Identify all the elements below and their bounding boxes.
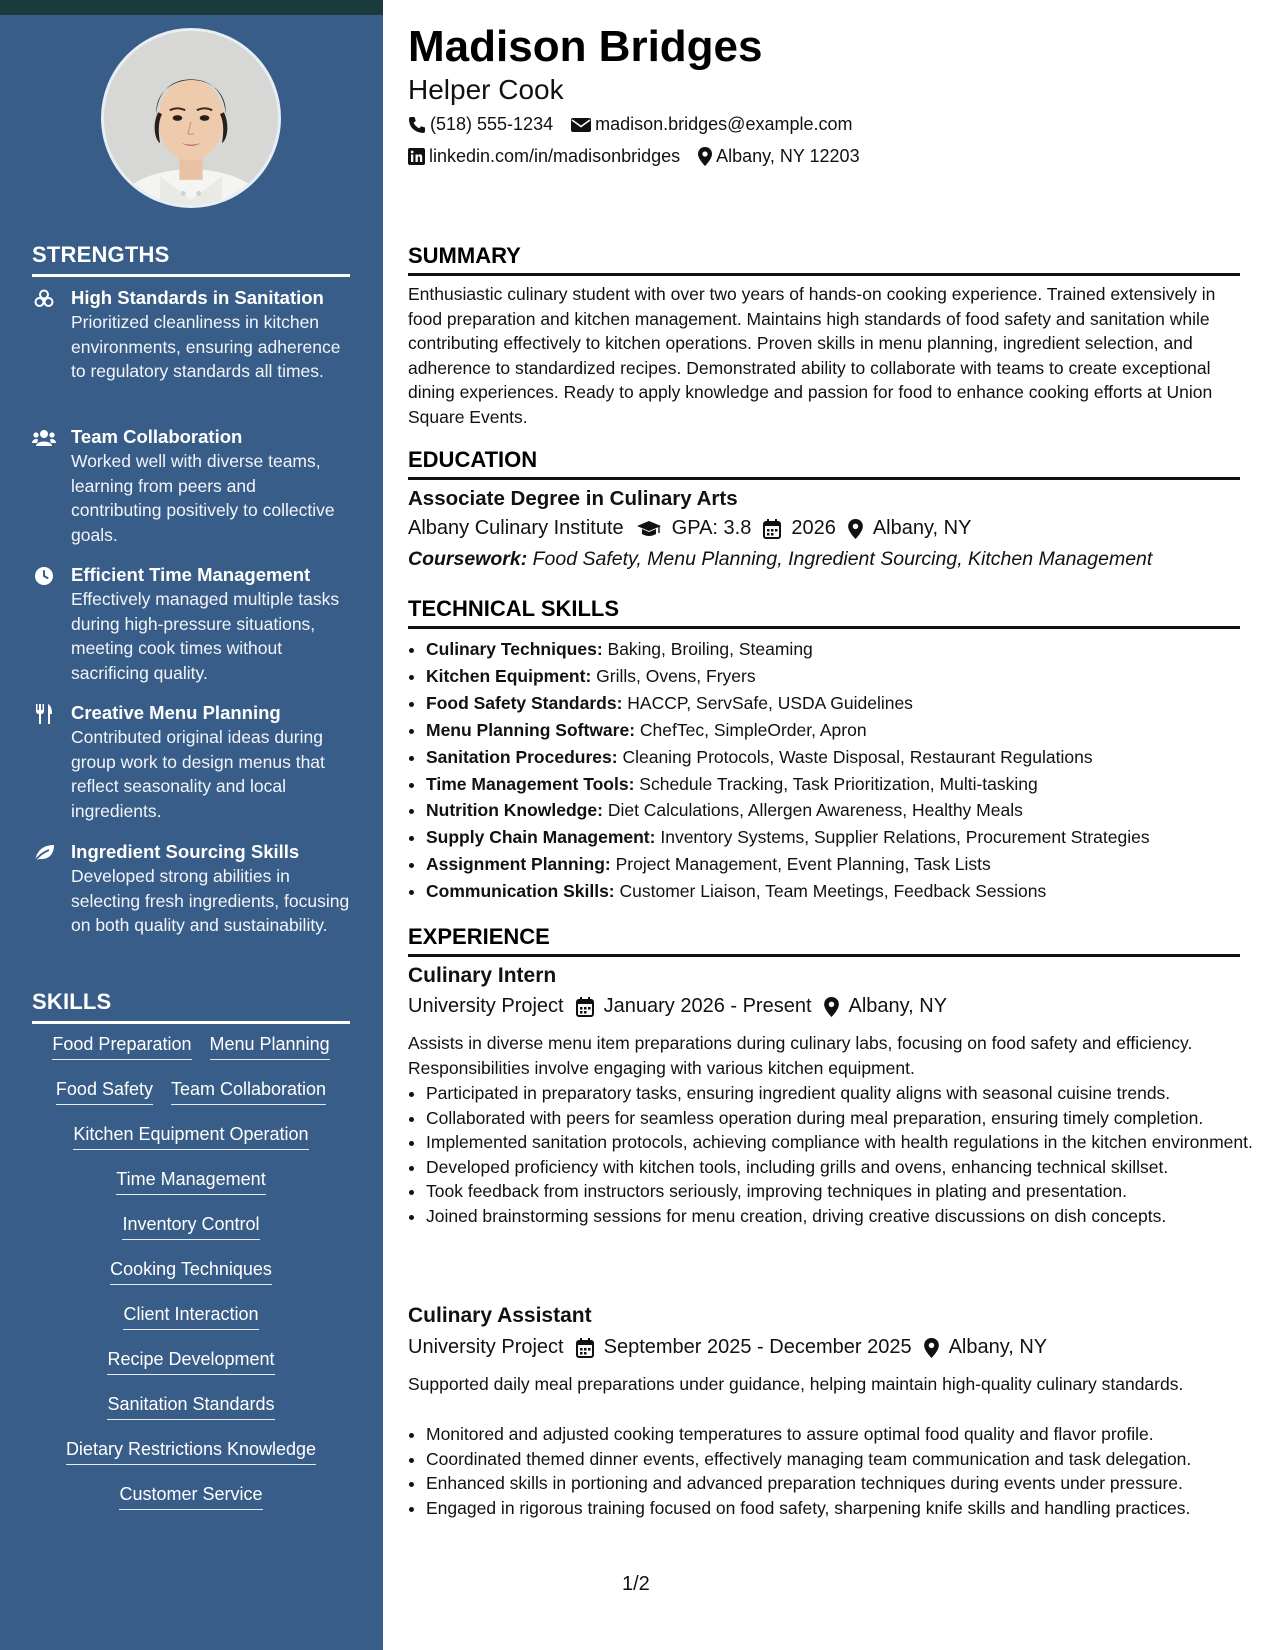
skill-values: Baking, Broiling, Steaming — [607, 639, 813, 659]
list-item: • Took feedback from instructors seriously, improving techniques in plating and presentation. — [426, 1179, 1258, 1204]
skill-values: Cleaning Protocols, Waste Disposal, Restaurant Regulations — [622, 746, 1093, 767]
job-bullets — [408, 1422, 1258, 1520]
coursework — [408, 548, 1152, 571]
list-item: • Monitored and adjusted cooking temperatures to assure optimal food quality and flavor profile. — [426, 1422, 1258, 1447]
list-item — [426, 824, 1258, 851]
linkedin-link[interactable]: linkedin.com/in/madisonbridges — [429, 146, 681, 166]
skill-category: Nutrition Knowledge: — [426, 800, 603, 821]
list-item: • Joined brainstorming sessions for menu creation, driving creative discussions on dish concepts. — [426, 1204, 1258, 1229]
skill-values: Inventory Systems, Supplier Relations, Procurement Strategies — [660, 827, 1150, 848]
skill-tag: Cooking Techniques — [110, 1258, 272, 1285]
job-summary: Assists in diverse menu item preparations during culinary labs, focusing on food safety and efficiency. Responsibilities involve engaging with various kitchen equipment. — [408, 1033, 1193, 1078]
skill-tag: Dietary Restrictions Knowledge — [66, 1438, 316, 1465]
skill-category: Communication Skills: — [426, 881, 615, 902]
phone-icon — [408, 116, 426, 134]
email-icon — [571, 117, 591, 133]
candidate-title: Helper Cook — [408, 74, 564, 105]
skill-category: Sanitation Procedures: — [426, 746, 618, 767]
strength-title: High Standards in Sanitation — [71, 287, 324, 308]
strength-item — [32, 840, 350, 938]
education-location: Albany, NY — [872, 517, 972, 539]
skill-values: Grills, Ovens, Fryers — [596, 665, 756, 686]
list-item — [426, 717, 1258, 744]
school-name: Albany Culinary Institute — [408, 517, 624, 539]
sidebar — [0, 0, 383, 1650]
calendar-icon — [763, 519, 781, 539]
skill-values: HACCP, ServSafe, USDA Guidelines — [627, 692, 913, 713]
profile-photo — [101, 28, 281, 208]
leaf-icon — [32, 842, 56, 864]
skill-tag: Menu Planning — [210, 1033, 330, 1060]
job-meta — [408, 995, 947, 1018]
list-item: • Engaged in rigorous training focused on food safety, sharpening knife skills and handling practices. — [426, 1496, 1258, 1521]
job-organization: University Project — [408, 1336, 564, 1358]
skills-list — [32, 1033, 350, 1528]
job-dates: January 2026 - Present — [603, 995, 812, 1017]
location-pin-icon — [924, 1338, 939, 1358]
summary-heading: SUMMARY — [408, 243, 1240, 276]
graduation-cap-icon — [636, 520, 662, 538]
location-pin-icon — [698, 147, 712, 166]
skill-tag: Time Management — [116, 1168, 265, 1195]
job-location: Albany, NY — [948, 1336, 1048, 1358]
summary-text: Enthusiastic culinary student with over two years of hands-on cooking experience. Trained extensively in food preparation and kitchen management. Maintains high standards of food safety and sanitation while contributing effectively to kitchen operations. Proven skills in menu planning, ingredient selection, and adherence to standardized recipes. Demonstrated ability to collaborate with teams to create exceptional dining experiences. Ready to apply knowledge and passion for food to enhance cooking efforts at Union Square Events. — [408, 284, 1216, 427]
skill-tag: Inventory Control — [122, 1213, 259, 1240]
strength-item — [32, 701, 350, 823]
list-item: • Enhanced skills in portioning and advanced preparation techniques during events under pressure. — [426, 1471, 1258, 1496]
list-item — [426, 851, 1258, 878]
list-item — [426, 878, 1258, 905]
strength-title: Ingredient Sourcing Skills — [71, 841, 300, 862]
phone-number[interactable]: (518) 555-1234 — [430, 114, 554, 134]
calendar-icon — [576, 997, 594, 1017]
list-item — [426, 663, 1258, 690]
strengths-heading: STRENGTHS — [32, 242, 350, 277]
list-item — [426, 744, 1258, 771]
skill-tag: Kitchen Equipment Operation — [73, 1123, 308, 1150]
list-item: • Implemented sanitation protocols, achieving compliance with health regulations in the kitchen environment. — [426, 1130, 1258, 1155]
graduation-year: 2026 — [791, 517, 836, 539]
skill-values: Customer Liaison, Team Meetings, Feedback Sessions — [619, 881, 1047, 902]
email-link[interactable]: madison.bridges@example.com — [595, 114, 853, 134]
strength-title: Efficient Time Management — [71, 564, 311, 585]
list-item — [426, 636, 1258, 663]
job-bullets — [408, 1081, 1258, 1228]
list-item — [426, 797, 1258, 824]
list-item — [426, 690, 1258, 717]
list-item: • Participated in preparatory tasks, ensuring ingredient quality aligns with seasonal cuisine trends. — [426, 1081, 1258, 1106]
strength-title: Team Collaboration — [71, 426, 243, 447]
skill-tag: Recipe Development — [107, 1348, 274, 1375]
sidebar-top-bar — [0, 0, 383, 15]
skill-category: Food Safety Standards: — [426, 692, 623, 713]
skills-heading: SKILLS — [32, 989, 350, 1024]
list-item: • Developed proficiency with kitchen tools, including grills and ovens, enhancing technical skillset. — [426, 1155, 1258, 1180]
strength-description: Developed strong abilities in selecting fresh ingredients, focusing on both quality and sustainability. — [71, 866, 350, 935]
location-pin-icon — [848, 519, 863, 539]
coursework-label: Coursework: — [408, 548, 528, 570]
strength-description: Effectively managed multiple tasks during high-pressure situations, meeting cook times without sacrificing quality. — [71, 589, 340, 683]
education-heading: EDUCATION — [408, 447, 1240, 480]
page-number: 1/2 — [622, 1573, 650, 1595]
skill-category: Culinary Techniques: — [426, 639, 603, 659]
biohazard-icon — [32, 288, 56, 310]
linkedin-icon — [408, 148, 425, 165]
education-meta — [408, 517, 971, 540]
utensils-icon — [32, 703, 56, 725]
skill-values: Diet Calculations, Allergen Awareness, Healthy Meals — [607, 800, 1023, 821]
skill-tag: Food Safety — [56, 1078, 153, 1105]
gpa: GPA: 3.8 — [671, 517, 752, 539]
coursework-list: Food Safety, Menu Planning, Ingredient Sourcing, Kitchen Management — [532, 548, 1153, 570]
contact-row — [408, 114, 852, 135]
strength-description: Prioritized cleanliness in kitchen environments, ensuring adherence to regulatory standards all times. — [71, 312, 341, 381]
location-pin-icon — [824, 997, 839, 1017]
list-item: • Collaborated with peers for seamless operation during meal preparation, ensuring timely completion. — [426, 1106, 1258, 1131]
job-dates: September 2025 - December 2025 — [603, 1336, 912, 1358]
skill-tag: Food Preparation — [52, 1033, 191, 1060]
skill-tag: Sanitation Standards — [107, 1393, 274, 1420]
strength-item — [32, 286, 350, 384]
skill-values: Project Management, Event Planning, Task Lists — [615, 854, 991, 875]
skill-category: Menu Planning Software: — [426, 719, 636, 740]
experience-heading: EXPERIENCE — [408, 924, 1240, 957]
skill-category: Assignment Planning: — [426, 854, 611, 875]
strength-item — [32, 425, 350, 547]
job-title: Culinary Assistant — [408, 1304, 592, 1327]
degree-title: Associate Degree in Culinary Arts — [408, 487, 738, 510]
job-meta — [408, 1336, 1047, 1359]
skill-category: Kitchen Equipment: — [426, 665, 592, 686]
profile-photo-illustration — [104, 31, 278, 205]
skill-tag: Customer Service — [119, 1483, 262, 1510]
skill-category: Time Management Tools: — [426, 773, 635, 794]
calendar-icon — [576, 1338, 594, 1358]
strength-item — [32, 563, 350, 685]
list-item: • Coordinated themed dinner events, effectively managing team communication and task delegation. — [426, 1447, 1258, 1472]
strength-description: Contributed original ideas during group work to design menus that reflect seasonality and local ingredients. — [71, 727, 325, 821]
contact-row — [408, 146, 860, 167]
technical-skills-list — [408, 636, 1258, 905]
list-item — [426, 771, 1258, 798]
job-organization: University Project — [408, 995, 564, 1017]
skill-tag: Team Collaboration — [171, 1078, 326, 1105]
skill-category: Supply Chain Management: — [426, 827, 656, 848]
strength-title: Creative Menu Planning — [71, 702, 281, 723]
skill-tag: Client Interaction — [123, 1303, 258, 1330]
candidate-name: Madison Bridges — [408, 22, 763, 71]
job-summary: Supported daily meal preparations under guidance, helping maintain high-quality culinary standards. — [408, 1374, 1184, 1394]
clock-icon — [32, 565, 56, 587]
job-location: Albany, NY — [848, 995, 948, 1017]
skill-values: ChefTec, SimpleOrder, Apron — [639, 719, 867, 740]
users-icon — [32, 427, 56, 449]
technical-skills-heading: TECHNICAL SKILLS — [408, 596, 1240, 629]
skill-values: Schedule Tracking, Task Prioritization, Multi-tasking — [639, 773, 1038, 794]
strength-description: Worked well with diverse teams, learning from peers and contributing positively to collective goals. — [71, 451, 335, 545]
job-title: Culinary Intern — [408, 964, 557, 987]
location-text: Albany, NY 12203 — [716, 146, 860, 166]
